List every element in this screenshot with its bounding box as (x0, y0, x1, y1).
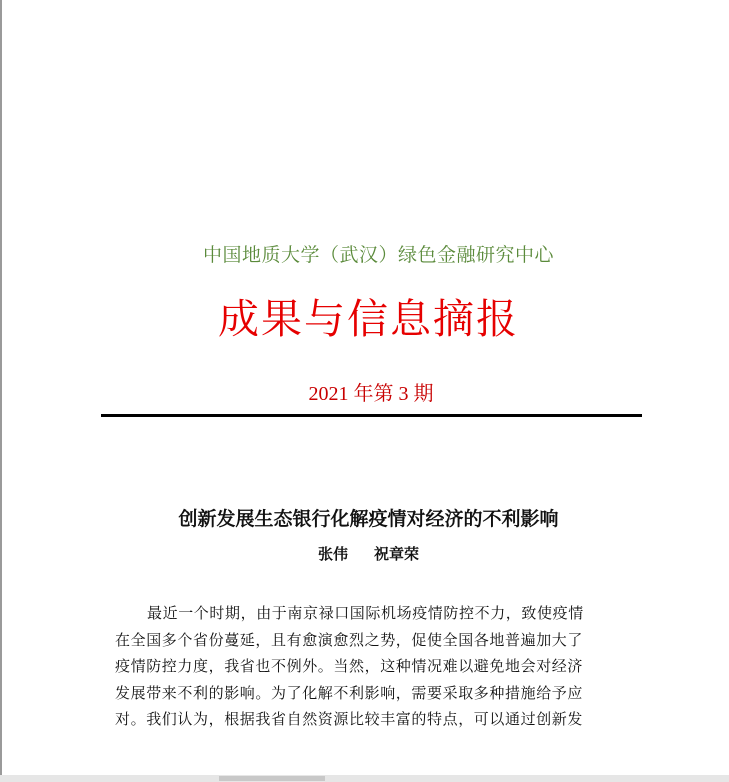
body-line: 在全国多个省份蔓延，且有愈演愈烈之势，促使全国各地普遍加大了 (115, 630, 584, 649)
scrollbar-thumb[interactable] (219, 776, 325, 781)
article-body (115, 600, 627, 733)
body-line: 发展带来不利的影响。为了化解不利影响，需要采取多种措施给予应 (115, 683, 584, 702)
article-title: 创新发展生态银行化解疫情对经济的不利影响 (178, 508, 559, 530)
article-authors (0, 543, 729, 564)
body-line: 疫情防控力度，我省也不例外。当然，这种情况难以避免地会对经济 (115, 657, 584, 675)
author-name: 祝章荣 (374, 545, 420, 563)
issue-number: 2021 年第 3 期 (308, 383, 434, 405)
body-line: 最近一个时期，由于南京禄口国际机场疫情防控不力，致使疫情 (147, 604, 584, 622)
bulletin-title: 成果与信息摘报 (218, 295, 519, 343)
org-name: 中国地质大学（武汉）绿色金融研究中心 (202, 244, 554, 266)
body-line: 对。我们认为，根据我省自然资源比较丰富的特点，可以通过创新发 (115, 710, 584, 728)
horizontal-scrollbar[interactable] (0, 775, 729, 782)
author-name: 张伟 (317, 545, 348, 563)
header-divider (101, 414, 642, 417)
